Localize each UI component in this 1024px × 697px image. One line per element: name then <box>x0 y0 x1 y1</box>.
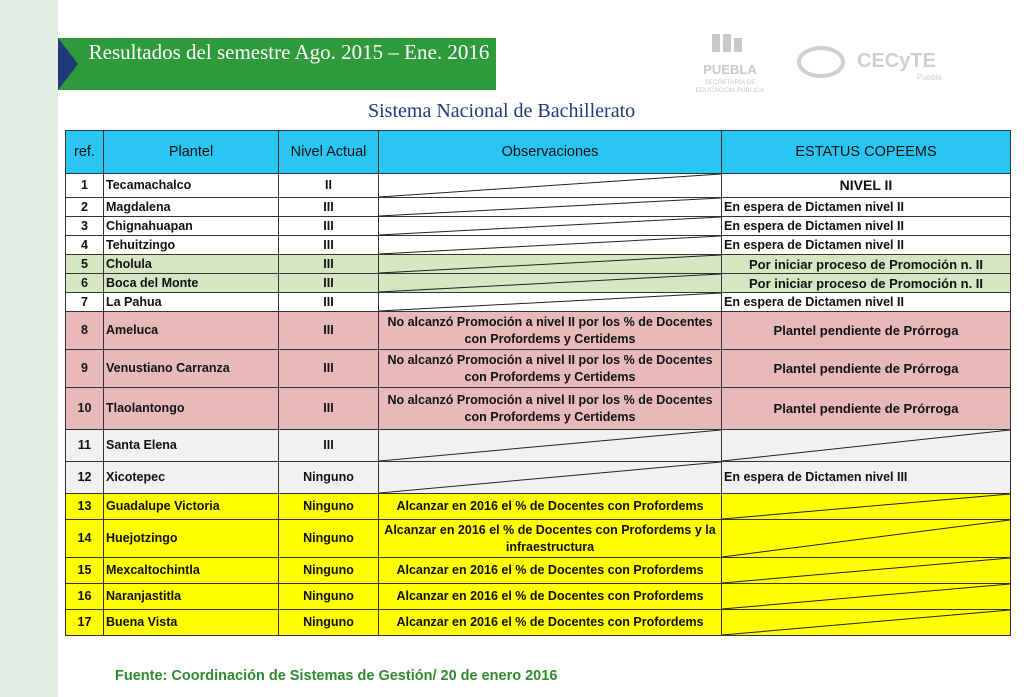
strike-line <box>379 198 721 216</box>
strike-line <box>379 217 721 235</box>
cell-estatus: Plantel pendiente de Prórroga <box>722 388 1011 430</box>
cell-observaciones: No alcanzó Promoción a nivel II por los % de Docentes con Profordems y Certidems <box>379 312 722 350</box>
cell-nivel: II <box>279 174 379 198</box>
puebla-logo-line2: EDUCACIÓN PÚBLICA <box>695 87 765 94</box>
cell-estatus <box>722 610 1011 636</box>
table-row <box>66 462 1011 494</box>
cell-observaciones <box>379 462 722 494</box>
table-row <box>66 388 1011 430</box>
cecyte-logo <box>795 40 955 84</box>
cell-ref: 2 <box>66 198 104 217</box>
cell-estatus <box>722 558 1011 584</box>
cell-plantel: Mexcaltochintla <box>104 558 279 584</box>
cell-observaciones <box>379 274 722 293</box>
cell-plantel: La Pahua <box>104 293 279 312</box>
cecyte-logo-name: CECyTE <box>857 50 936 72</box>
strike-line <box>722 584 1010 609</box>
cell-nivel: III <box>279 274 379 293</box>
header-plantel: Plantel <box>104 131 279 174</box>
strike-line <box>722 430 1010 461</box>
cell-observaciones <box>379 217 722 236</box>
cell-plantel: Venustiano Carranza <box>104 350 279 388</box>
cell-nivel: Ninguno <box>279 584 379 610</box>
cell-observaciones <box>379 198 722 217</box>
cell-ref: 12 <box>66 462 104 494</box>
table-row <box>66 217 1011 236</box>
cell-estatus <box>722 494 1011 520</box>
cell-plantel: Huejotzingo <box>104 520 279 558</box>
puebla-logo-name: PUEBLA <box>703 62 757 77</box>
cell-plantel: Buena Vista <box>104 610 279 636</box>
table-row <box>66 236 1011 255</box>
cell-observaciones: Alcanzar en 2016 el % de Docentes con Profordems <box>379 610 722 636</box>
strike-line <box>722 520 1010 557</box>
cell-nivel: Ninguno <box>279 520 379 558</box>
cell-nivel: III <box>279 198 379 217</box>
cell-nivel: III <box>279 388 379 430</box>
puebla-sep-logo <box>690 32 770 96</box>
cell-observaciones: Alcanzar en 2016 el % de Docentes con Profordems <box>379 558 722 584</box>
cell-observaciones <box>379 255 722 274</box>
cell-plantel: Tlaolantongo <box>104 388 279 430</box>
cell-ref: 14 <box>66 520 104 558</box>
cell-ref: 8 <box>66 312 104 350</box>
header-observaciones: Observaciones <box>379 131 722 174</box>
cell-ref: 17 <box>66 610 104 636</box>
cell-plantel: Chignahuapan <box>104 217 279 236</box>
cell-estatus: Plantel pendiente de Prórroga <box>722 350 1011 388</box>
cell-estatus <box>722 584 1011 610</box>
side-strip <box>0 0 58 697</box>
table-row <box>66 494 1011 520</box>
cell-nivel: Ninguno <box>279 462 379 494</box>
cell-observaciones: Alcanzar en 2016 el % de Docentes con Profordems <box>379 494 722 520</box>
table-header-row <box>66 131 1011 174</box>
cell-ref: 1 <box>66 174 104 198</box>
strike-line <box>722 610 1010 635</box>
cell-ref: 13 <box>66 494 104 520</box>
cell-estatus: En espera de Dictamen nivel II <box>722 293 1011 312</box>
cell-ref: 15 <box>66 558 104 584</box>
cell-ref: 11 <box>66 430 104 462</box>
header-estatus: ESTATUS COPEEMS <box>722 131 1011 174</box>
cell-observaciones <box>379 236 722 255</box>
cell-nivel: III <box>279 430 379 462</box>
strike-line <box>379 174 721 197</box>
cell-ref: 6 <box>66 274 104 293</box>
cell-plantel: Magdalena <box>104 198 279 217</box>
cell-observaciones <box>379 293 722 312</box>
table-row <box>66 610 1011 636</box>
cell-observaciones: No alcanzó Promoción a nivel II por los % de Docentes con Profordems y Certidems <box>379 388 722 430</box>
cell-nivel: III <box>279 255 379 274</box>
slide-title: Resultados del semestre Ago. 2015 – Ene. 2016 <box>88 40 490 64</box>
strike-line <box>379 255 721 273</box>
strike-line <box>722 558 1010 583</box>
puebla-logo-line1: SECRETARÍA DE <box>704 79 756 86</box>
strike-line <box>379 236 721 254</box>
cell-nivel: III <box>279 217 379 236</box>
cell-nivel: III <box>279 293 379 312</box>
results-table <box>65 130 1011 636</box>
source-note: Fuente: Coordinación de Sistemas de Gestión/ 20 de enero 2016 <box>115 668 558 684</box>
cell-nivel: Ninguno <box>279 558 379 584</box>
cell-estatus <box>722 430 1011 462</box>
table-row <box>66 558 1011 584</box>
cell-observaciones: Alcanzar en 2016 el % de Docentes con Profordems y la infraestructura <box>379 520 722 558</box>
header-ref: ref. <box>66 131 104 174</box>
cell-plantel: Tecamachalco <box>104 174 279 198</box>
cell-plantel: Naranjastitla <box>104 584 279 610</box>
cell-ref: 3 <box>66 217 104 236</box>
cell-estatus: Por iniciar proceso de Promoción n. II <box>722 274 1011 293</box>
strike-line <box>379 430 721 461</box>
cell-nivel: III <box>279 236 379 255</box>
cell-ref: 7 <box>66 293 104 312</box>
cell-estatus: En espera de Dictamen nivel II <box>722 217 1011 236</box>
table-row <box>66 174 1011 198</box>
cell-nivel: III <box>279 312 379 350</box>
cell-ref: 4 <box>66 236 104 255</box>
cell-estatus: En espera de Dictamen nivel II <box>722 236 1011 255</box>
cell-plantel: Ameluca <box>104 312 279 350</box>
cell-ref: 9 <box>66 350 104 388</box>
cecyte-logo-sub: Puebla <box>917 73 942 82</box>
cell-nivel: Ninguno <box>279 610 379 636</box>
table-row <box>66 198 1011 217</box>
cell-plantel: Xicotepec <box>104 462 279 494</box>
slide-subtitle: Sistema Nacional de Bachillerato <box>368 100 636 122</box>
cell-nivel: Ninguno <box>279 494 379 520</box>
cell-plantel: Tehuitzingo <box>104 236 279 255</box>
cell-estatus <box>722 520 1011 558</box>
table-body <box>66 174 1011 636</box>
cell-estatus: Plantel pendiente de Prórroga <box>722 312 1011 350</box>
cell-nivel: III <box>279 350 379 388</box>
table-row <box>66 293 1011 312</box>
table-row <box>66 350 1011 388</box>
strike-line <box>379 462 721 493</box>
cell-plantel: Guadalupe Victoria <box>104 494 279 520</box>
header-nivel: Nivel Actual <box>279 131 379 174</box>
strike-line <box>379 293 721 311</box>
cell-plantel: Cholula <box>104 255 279 274</box>
table-row <box>66 312 1011 350</box>
cell-observaciones <box>379 174 722 198</box>
table-row <box>66 255 1011 274</box>
strike-line <box>379 274 721 292</box>
cell-estatus: NIVEL II <box>722 174 1011 198</box>
table-row <box>66 430 1011 462</box>
cell-ref: 10 <box>66 388 104 430</box>
cell-ref: 5 <box>66 255 104 274</box>
table-row <box>66 274 1011 293</box>
cell-observaciones <box>379 430 722 462</box>
cell-ref: 16 <box>66 584 104 610</box>
cell-estatus: En espera de Dictamen nivel II <box>722 198 1011 217</box>
cell-estatus: Por iniciar proceso de Promoción n. II <box>722 255 1011 274</box>
title-arrow <box>58 38 78 90</box>
strike-line <box>722 494 1010 519</box>
cell-observaciones: Alcanzar en 2016 el % de Docentes con Profordems <box>379 584 722 610</box>
cell-estatus: En espera de Dictamen nivel III <box>722 462 1011 494</box>
table-row <box>66 520 1011 558</box>
table-row <box>66 584 1011 610</box>
cell-plantel: Santa Elena <box>104 430 279 462</box>
cell-observaciones: No alcanzó Promoción a nivel II por los % de Docentes con Profordems y Certidems <box>379 350 722 388</box>
cell-plantel: Boca del Monte <box>104 274 279 293</box>
